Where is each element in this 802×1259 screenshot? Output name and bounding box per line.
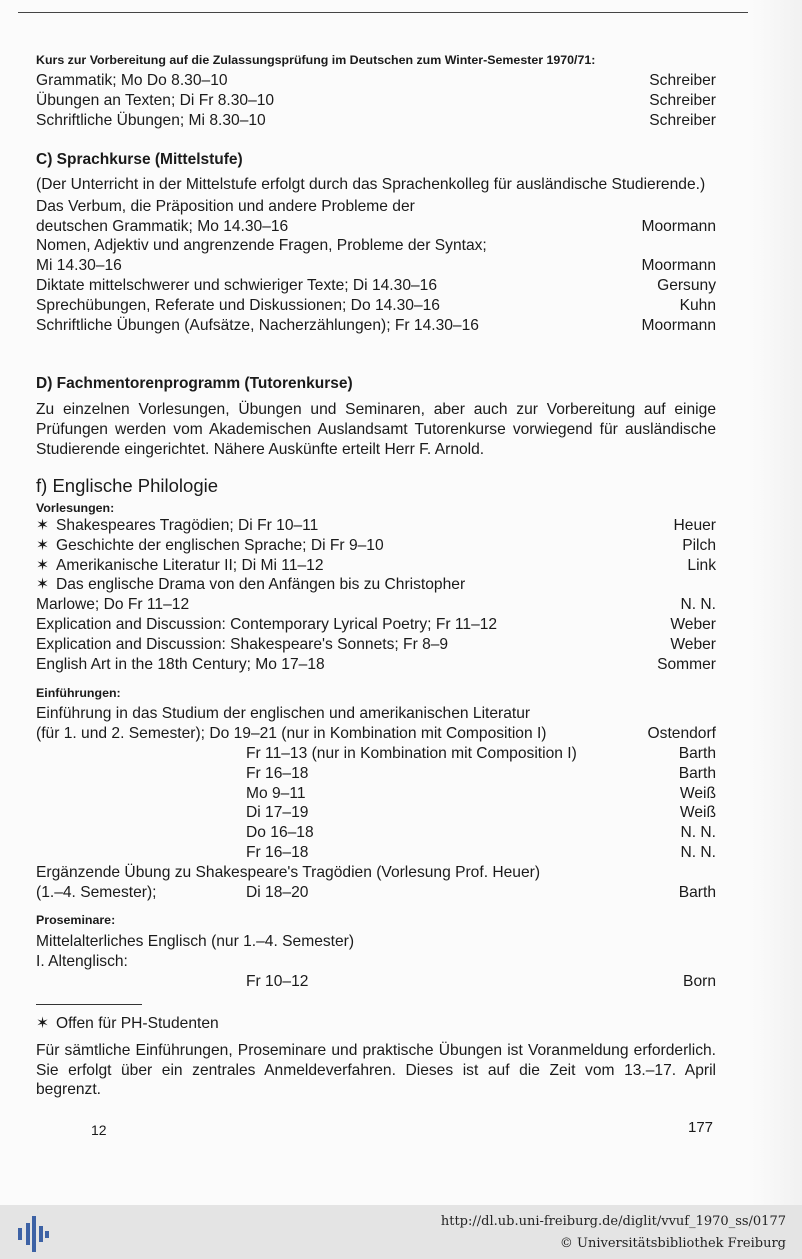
section-heading: D) Fachmentorenprogramm (Tutorenkurse) — [36, 375, 353, 392]
library-logo-icon — [12, 1213, 54, 1255]
intro-line: Einführung in das Studium der englischen und amerikanischen Literatur — [36, 705, 531, 723]
intro-row: Fr 16–18 N. N. — [246, 843, 716, 861]
lecture-row: Explication and Discussion: Contemporary Lyrical Poetry; Fr 11–12 Weber — [36, 615, 716, 633]
section-intro: (Der Unterricht in der Mittelstufe erfolgt durch das Sprachenkolleg für ausländische Studierende.) — [36, 176, 706, 193]
lecture-row: Explication and Discussion: Shakespeare's Sonnets; Fr 8–9 Weber — [36, 635, 716, 653]
subheading-vorlesungen: Vorlesungen: — [36, 501, 115, 515]
seminar-row: Fr 10–12 Born — [246, 972, 716, 990]
footnote-rule — [36, 1004, 142, 1005]
course-row: Schriftliche Übungen (Aufsätze, Nacherzählungen); Fr 14.30–16 Moormann — [36, 316, 716, 334]
intro-row: (1.–4. Semester); Di 18–20 Barth — [36, 883, 716, 901]
course-row: Übungen an Texten; Di Fr 8.30–10 Schreiber — [36, 91, 716, 109]
course-row: Sprechübungen, Referate und Diskussionen; Do 14.30–16 Kuhn — [36, 296, 716, 314]
lecture-row: ✶ Geschichte der englischen Sprache; Di Fr 9–10 Pilch — [36, 536, 716, 554]
lecture-row: ✶ Shakespeares Tragödien; Di Fr 10–11 Heuer — [36, 517, 716, 534]
subheading-einfuehrungen: Einführungen: — [36, 686, 121, 701]
lecture-row: Marlowe; Do Fr 11–12 N. N. — [36, 596, 716, 614]
star-icon: ✶ — [36, 536, 50, 554]
star-icon: ✶ — [36, 517, 50, 534]
intro-row: Mo 9–11 Weiß — [246, 784, 716, 802]
intro-row: Fr 11–13 (nur in Kombination mit Composition I) Barth — [246, 744, 716, 762]
intro-row: Di 17–19 Weiß — [246, 804, 716, 822]
lecture-line: ✶ Das englische Drama von den Anfängen bis zu Christopher — [36, 576, 466, 594]
course-row: Schriftliche Übungen; Mi 8.30–10 Schreiber — [36, 111, 716, 129]
page-number: 177 — [688, 1119, 714, 1136]
intro-row: (für 1. und 2. Semester); Do 19–21 (nur in Kombination mit Composition I) Ostendorf — [36, 725, 716, 743]
section-f — [36, 475, 716, 992]
lecture-row: English Art in the 18th Century; Mo 17–18 Sommer — [36, 655, 716, 673]
intro-row: Do 16–18 N. N. — [246, 824, 716, 842]
course-row: Mi 14.30–16 Moormann — [36, 257, 716, 275]
top-rule — [18, 12, 748, 13]
course-title: Kurs zur Vorbereitung auf die Zulassungsprüfung im Deutschen zum Winter-Semester 1970/71: — [36, 53, 596, 67]
course-line: Nomen, Adjektiv und angrenzende Fragen, Probleme der Syntax; — [36, 237, 487, 255]
star-icon: ✶ — [36, 1015, 50, 1032]
section-text: Zu einzelnen Vorlesungen, Übungen und Seminaren, aber auch zur Vorbereitung auf einige Prüfungen werden vom Akademischen Auslandsamt Tutorenkurse vorwiegend für ausländische Studierende eingerichtet. Nähere Auskünfte erteilt Herr F. Arnold. — [36, 401, 716, 458]
registration-note: Für sämtliche Einführungen, Proseminare und praktische Übungen ist Voranmeldung erforderlich. Sie erfolgt über ein zentrales Anmeldeverfahren. Dieses ist auf die Zeit vom 13.–17. April begrenzt. — [36, 1041, 716, 1099]
page-edge — [752, 0, 802, 1205]
section-c — [36, 150, 716, 335]
section-heading: f) Englische Philologie — [36, 475, 219, 496]
course-row: Diktate mittelschwerer und schwieriger Texte; Di 14.30–16 Gersuny — [36, 276, 716, 294]
signature-mark: 12 — [91, 1122, 107, 1138]
intro-line: Ergänzende Übung zu Shakespeare's Tragödien (Vorlesung Prof. Heuer) — [36, 863, 541, 881]
section-d — [36, 374, 716, 459]
footnote-block — [36, 1014, 716, 1100]
lecture-row: ✶ Amerikanische Literatur II; Di Mi 11–12 Link — [36, 556, 716, 574]
copyright-text: © Universitätsbibliothek Freiburg — [559, 1236, 786, 1251]
source-url-link[interactable]: http://dl.ub.uni-freiburg.de/diglit/vvuf_1970_ss/0177 — [440, 1214, 786, 1229]
star-icon: ✶ — [36, 576, 50, 594]
subheading-proseminare: Proseminare: — [36, 913, 116, 928]
course-row: Grammatik; Mo Do 8.30–10 Schreiber — [36, 72, 716, 89]
library-footer — [0, 1205, 802, 1259]
star-icon: ✶ — [36, 556, 50, 574]
footnote-star-line: ✶ Offen für PH-Studenten — [36, 1015, 219, 1032]
header-course — [36, 52, 716, 130]
seminar-line: Mittelalterliches Englisch (nur 1.–4. Semester) — [36, 933, 355, 951]
seminar-line: I. Altenglisch: — [36, 953, 128, 971]
intro-row: Fr 16–18 Barth — [246, 764, 716, 782]
section-heading: C) Sprachkurse (Mittelstufe) — [36, 151, 243, 168]
course-line: Das Verbum, die Präposition und andere Probleme der — [36, 197, 415, 215]
course-row: deutschen Grammatik; Mo 14.30–16 Moormann — [36, 217, 716, 235]
